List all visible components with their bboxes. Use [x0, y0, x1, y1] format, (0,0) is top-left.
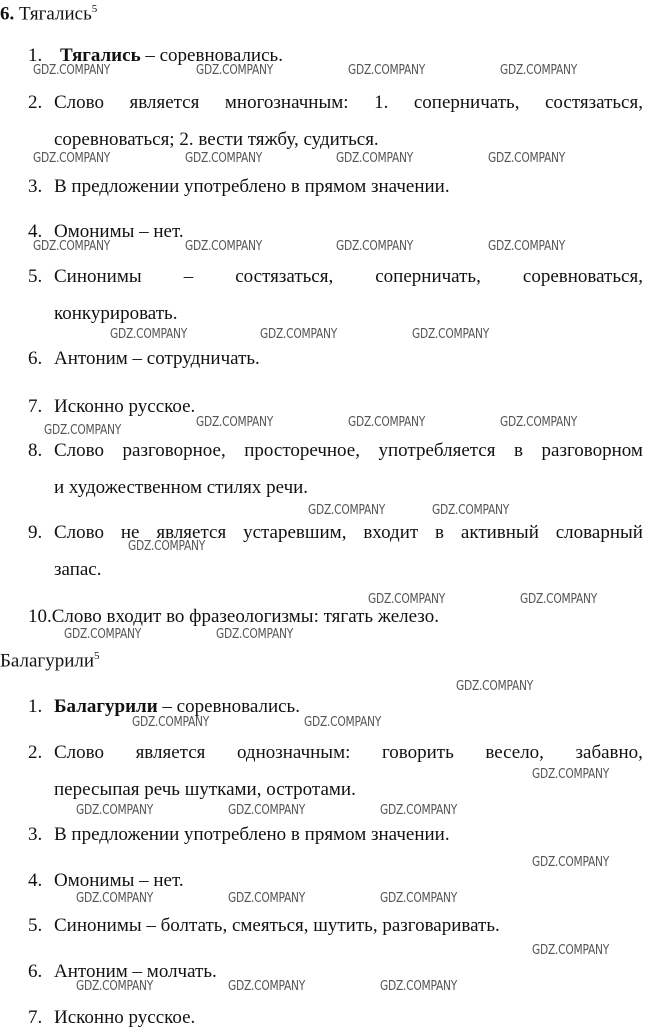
watermark: GDZ.COMPANY [304, 715, 382, 730]
watermark: GDZ.COMPANY [412, 327, 490, 342]
item-word: Слово [54, 440, 104, 461]
watermark: GDZ.COMPANY [132, 715, 210, 730]
item-number: 1. [28, 696, 43, 717]
item-word: в [514, 440, 523, 461]
list-item-justified [54, 93, 643, 112]
item-word: многозначным: [224, 92, 349, 113]
watermark: GDZ.COMPANY [380, 803, 458, 818]
item-word: однозначным: [236, 742, 351, 763]
heading-word: Тягались [19, 3, 92, 25]
item-text: – соревновались. [157, 696, 300, 717]
watermark: GDZ.COMPANY [348, 63, 426, 78]
item-word: состязаться, [235, 266, 334, 287]
item-word: в [435, 522, 445, 543]
watermark: GDZ.COMPANY [308, 503, 386, 518]
watermark: GDZ.COMPANY [488, 151, 566, 166]
watermark: GDZ.COMPANY [76, 891, 154, 906]
item-word: входит [363, 522, 419, 543]
item-text: Омонимы – нет. [54, 870, 184, 891]
item-word: состязаться, [544, 92, 643, 113]
item-number: 2. [28, 92, 43, 113]
item-continuation: и художественном стилях речи. [54, 477, 309, 498]
item-continuation: конкурировать. [54, 303, 178, 324]
watermark: GDZ.COMPANY [532, 943, 610, 958]
section-heading [0, 4, 97, 23]
item-number: 10. [28, 606, 52, 627]
list-item-justified [54, 267, 643, 286]
watermark: GDZ.COMPANY [33, 63, 111, 78]
watermark: GDZ.COMPANY [532, 767, 610, 782]
watermark: GDZ.COMPANY [76, 979, 154, 994]
item-word: Слово [54, 742, 104, 763]
watermark: GDZ.COMPANY [532, 855, 610, 870]
item-word: словарный [555, 522, 643, 543]
item-word: забавно, [575, 742, 643, 763]
watermark: GDZ.COMPANY [216, 627, 294, 642]
item-word: 1. [374, 92, 389, 113]
item-text: Слово входит во фразеологизмы: тягать железо. [51, 606, 439, 627]
watermark: GDZ.COMPANY [336, 151, 414, 166]
watermark: GDZ.COMPANY [488, 239, 566, 254]
item-text: Исконно русское. [54, 1007, 196, 1028]
item-term: Тягались [60, 45, 141, 66]
watermark: GDZ.COMPANY [196, 415, 274, 430]
section-heading [0, 651, 100, 670]
watermark: GDZ.COMPANY [33, 239, 111, 254]
item-word: употребляется [378, 440, 496, 461]
item-text: В предложении употреблено в прямом значении. [54, 176, 450, 197]
item-word: соревноваться, [522, 266, 643, 287]
item-number: 3. [28, 824, 43, 845]
item-word: разговорное, [122, 440, 226, 461]
item-number: 7. [28, 396, 43, 417]
item-number: 6. [28, 961, 43, 982]
watermark: GDZ.COMPANY [348, 415, 426, 430]
watermark: GDZ.COMPANY [500, 63, 578, 78]
watermark: GDZ.COMPANY [432, 503, 510, 518]
list-item [28, 607, 439, 626]
item-word: Слово [54, 522, 104, 543]
item-text: Антоним – сотрудничать. [54, 348, 260, 369]
footnote-mark: 5 [94, 650, 100, 662]
item-number: 5. [28, 915, 43, 936]
watermark: GDZ.COMPANY [228, 803, 306, 818]
heading-word: Балагурили [0, 650, 95, 672]
item-text: Исконно русское. [54, 396, 196, 417]
item-number: 8. [28, 440, 43, 461]
item-text: Омонимы – нет. [54, 221, 184, 242]
item-word: соперничать, [375, 266, 481, 287]
watermark: GDZ.COMPANY [33, 151, 111, 166]
item-word: устаревшим, [243, 522, 347, 543]
item-continuation: запас. [54, 559, 102, 580]
item-number: 4. [28, 870, 43, 891]
item-text: – соревновались. [140, 45, 283, 66]
item-continuation: пересыпая речь шутками, остротами. [54, 779, 356, 800]
watermark: GDZ.COMPANY [110, 327, 188, 342]
watermark: GDZ.COMPANY [500, 415, 578, 430]
item-number: 5. [28, 266, 43, 287]
list-item-justified [54, 743, 643, 762]
item-word: Слово [54, 92, 104, 113]
list-item [54, 697, 300, 716]
item-number: 1. [28, 45, 43, 66]
item-word: – [183, 266, 194, 287]
watermark: GDZ.COMPANY [228, 891, 306, 906]
list-item-justified [54, 441, 643, 460]
watermark: GDZ.COMPANY [380, 979, 458, 994]
watermark: GDZ.COMPANY [456, 679, 534, 694]
watermark: GDZ.COMPANY [520, 592, 598, 607]
item-number: 6. [28, 348, 43, 369]
item-word: Синонимы [54, 266, 142, 287]
item-number: 9. [28, 522, 43, 543]
item-number: 7. [28, 1007, 43, 1028]
item-text: Синонимы – болтать, смеяться, шутить, разговаривать. [54, 915, 500, 936]
item-word: является [129, 92, 200, 113]
watermark: GDZ.COMPANY [76, 803, 154, 818]
item-word: является [156, 522, 227, 543]
watermark: GDZ.COMPANY [196, 63, 274, 78]
watermark: GDZ.COMPANY [228, 979, 306, 994]
item-text: Антоним – молчать. [54, 961, 217, 982]
item-word: говорить [381, 742, 454, 763]
item-word: разговорном [541, 440, 643, 461]
item-term: Балагурили [54, 696, 158, 717]
item-word: весело, [485, 742, 544, 763]
item-word: является [135, 742, 206, 763]
item-text: В предложении употреблено в прямом значении. [54, 824, 450, 845]
watermark: GDZ.COMPANY [336, 239, 414, 254]
watermark: GDZ.COMPANY [368, 592, 446, 607]
watermark: GDZ.COMPANY [128, 539, 206, 554]
watermark: GDZ.COMPANY [185, 151, 263, 166]
item-word: не [120, 522, 140, 543]
watermark: GDZ.COMPANY [260, 327, 338, 342]
watermark: GDZ.COMPANY [64, 627, 142, 642]
watermark: GDZ.COMPANY [44, 423, 122, 438]
watermark: GDZ.COMPANY [380, 891, 458, 906]
watermark: GDZ.COMPANY [185, 239, 263, 254]
footnote-mark: 5 [91, 3, 98, 15]
section-number: 6. [0, 3, 15, 25]
item-word: просторечное, [244, 440, 360, 461]
item-word: соперничать, [413, 92, 520, 113]
item-number: 3. [28, 176, 43, 197]
item-continuation: соревноваться; 2. вести тяжбу, судиться. [54, 129, 379, 150]
item-word: активный [460, 522, 539, 543]
item-number: 4. [28, 221, 43, 242]
item-number: 2. [28, 742, 43, 763]
